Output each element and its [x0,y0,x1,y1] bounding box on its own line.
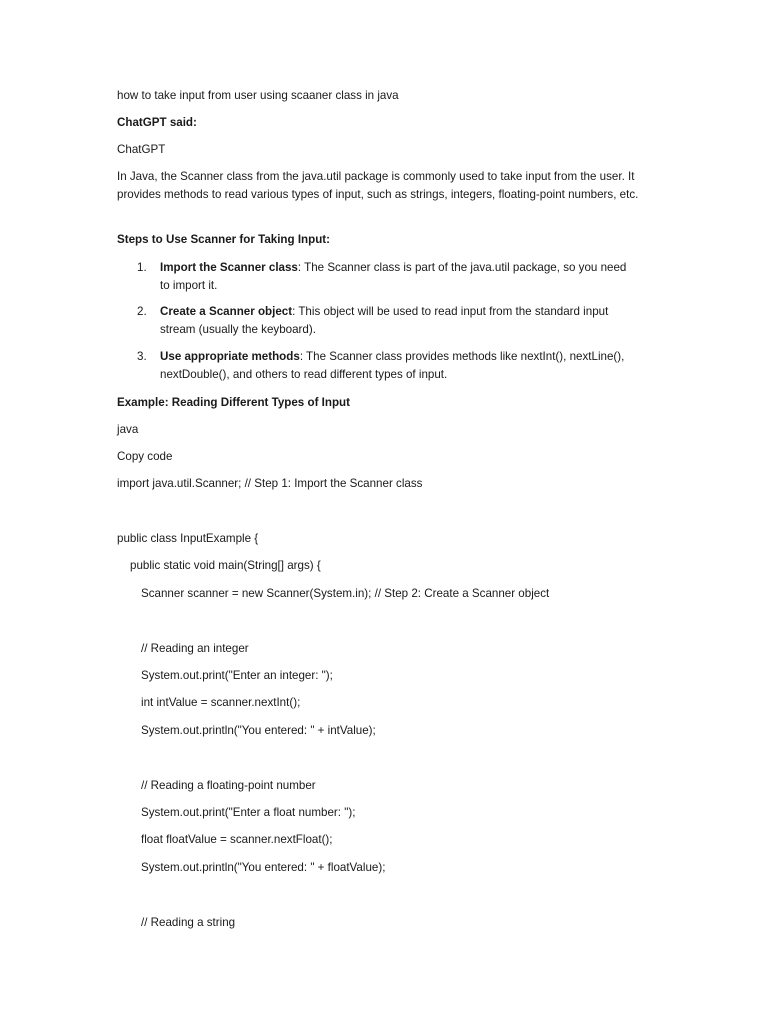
code-line-class: public class InputExample { [117,532,259,545]
chatgpt-said-heading: ChatGPT said: [117,116,197,129]
step-item-2 [117,303,638,339]
step-title: Use appropriate methods [160,350,300,363]
code-line-print-int: System.out.print("Enter an integer: "); [141,669,333,682]
step-description: : This object will be used to read input from the standard input stream (usually the keyboard). [160,305,609,336]
code-line-println-float: System.out.println("You entered: " + floatValue); [141,861,386,874]
code-comment-int: // Reading an integer [141,642,249,655]
code-comment-float: // Reading a floating-point number [141,779,316,792]
intro-paragraph: In Java, the Scanner class from the java.util package is commonly used to take input from the user. It provides methods to read various types of input, such as strings, integers, floating-point numbers, etc. [117,170,639,201]
step-number: 1. [137,261,147,274]
step-text [160,348,638,384]
step-item-3 [117,348,638,384]
code-line-read-int: int intValue = scanner.nextInt(); [141,696,301,709]
code-line-print-float: System.out.print("Enter a float number: "); [141,806,356,819]
step-number: 3. [137,350,147,363]
code-line-read-float: float floatValue = scanner.nextFloat(); [141,833,333,846]
step-number: 2. [137,305,147,318]
code-line-main: public static void main(String[] args) { [130,559,321,572]
step-text [160,303,638,339]
code-language-label: java [117,423,139,436]
step-description: : The Scanner class is part of the java.util package, so you need to import it. [160,261,627,292]
step-text [160,259,638,295]
step-title: Create a Scanner object [160,305,293,318]
code-line-scanner: Scanner scanner = new Scanner(System.in); // Step 2: Create a Scanner object [141,587,550,600]
copy-code-button[interactable]: Copy code [117,450,173,463]
user-question: how to take input from user using scaaner class in java [117,89,399,102]
code-line-import: import java.util.Scanner; // Step 1: Import the Scanner class [117,477,423,490]
steps-heading: Steps to Use Scanner for Taking Input: [117,233,331,246]
code-comment-string: // Reading a string [141,916,236,929]
example-heading: Example: Reading Different Types of Input [117,396,350,409]
chatgpt-label: ChatGPT [117,143,166,156]
step-item-1 [117,259,638,295]
step-description: : The Scanner class provides methods like nextInt(), nextLine(), nextDouble(), and others to read different types of input. [160,350,625,381]
code-line-println-int: System.out.println("You entered: " + intValue); [141,724,376,737]
step-title: Import the Scanner class [160,261,298,274]
